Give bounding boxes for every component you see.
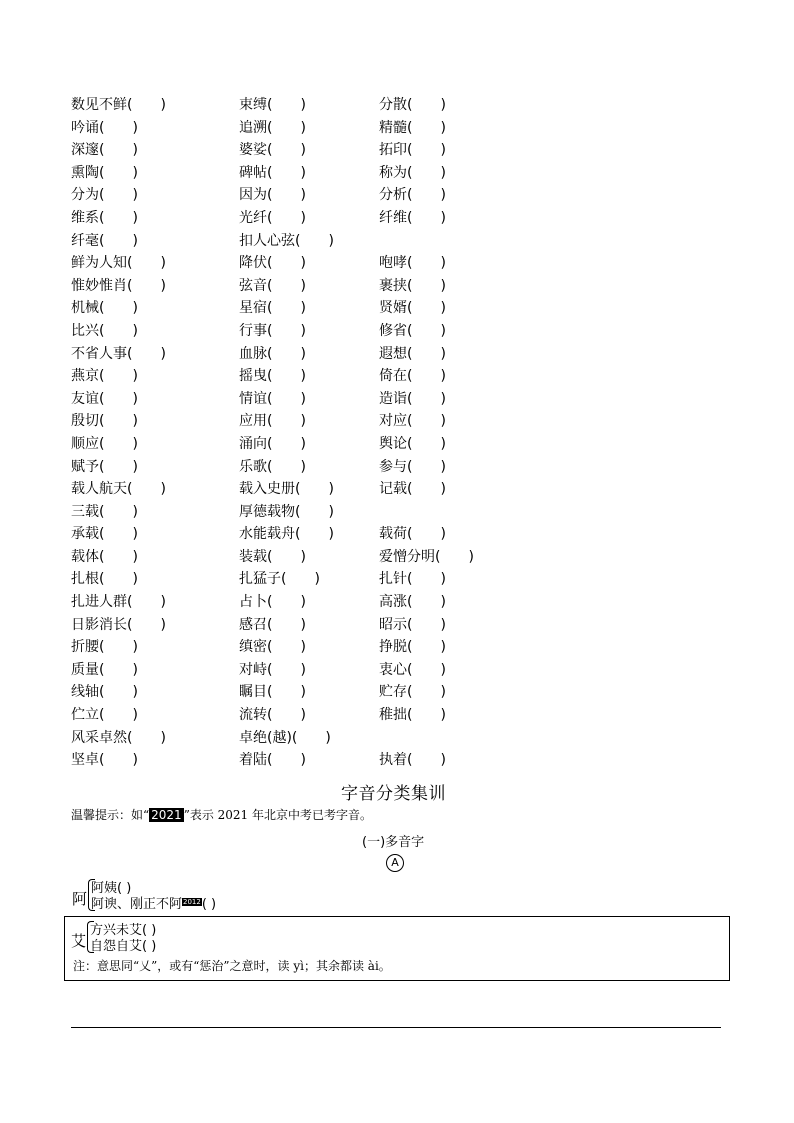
word-item: 纤维( ) xyxy=(379,209,446,226)
word-item: 光纤( ) xyxy=(239,209,306,226)
word-item: 乐歌( ) xyxy=(239,458,306,475)
word-item: 执着( ) xyxy=(379,752,446,769)
word-item: 流转( ) xyxy=(239,707,306,724)
section-title: 字音分类集训 xyxy=(341,784,446,804)
word-item: 扎猛子( ) xyxy=(239,571,320,588)
word-item: 占卜( ) xyxy=(239,594,306,611)
word-item: 分析( ) xyxy=(379,187,446,204)
word-row xyxy=(71,139,591,162)
word-item: 碑帖( ) xyxy=(239,164,306,181)
word-item: 贤婿( ) xyxy=(379,300,446,317)
word-row xyxy=(71,704,591,727)
word-item: 记载( ) xyxy=(379,481,446,498)
word-row xyxy=(71,591,591,614)
word-item: 咆哮( ) xyxy=(379,255,446,272)
word-item: 束缚( ) xyxy=(239,97,306,113)
word-item: 赋予( ) xyxy=(71,458,138,475)
word-item: 友谊( ) xyxy=(71,390,138,407)
group-a-line2-text: 阿谀、刚正不阿 xyxy=(91,897,183,912)
word-row xyxy=(71,456,591,479)
word-item: 水能载舟( ) xyxy=(239,526,334,543)
word-item: 舆论( ) xyxy=(379,435,446,452)
tip-text xyxy=(71,806,372,823)
word-item: 追溯( ) xyxy=(239,119,306,136)
word-item: 载人航天( ) xyxy=(71,481,166,498)
group-a-line2-blank: ( ) xyxy=(201,897,217,912)
word-item: 惟妙惟肖( ) xyxy=(71,277,166,294)
word-item: 殷切( ) xyxy=(71,413,138,430)
group-a-head: 阿 xyxy=(72,890,88,908)
word-item: 参与( ) xyxy=(379,458,446,475)
word-item: 情谊( ) xyxy=(239,390,306,407)
word-row xyxy=(71,681,591,704)
word-item: 风采卓然( ) xyxy=(71,729,166,746)
word-item: 对峙( ) xyxy=(239,661,306,678)
word-item: 昭示( ) xyxy=(379,616,446,633)
word-row xyxy=(71,162,591,185)
word-row xyxy=(71,275,591,298)
word-row xyxy=(71,252,591,275)
word-item: 称为( ) xyxy=(379,164,446,181)
word-row xyxy=(71,523,591,546)
word-item: 装载( ) xyxy=(239,548,306,565)
word-item: 顺应( ) xyxy=(71,435,138,452)
word-item: 扎根( ) xyxy=(71,571,138,588)
word-row xyxy=(71,478,591,501)
word-row xyxy=(71,320,591,343)
word-item: 弦音( ) xyxy=(239,277,306,294)
pronunciation-word-grid xyxy=(71,94,591,772)
word-item: 分散( ) xyxy=(379,97,446,113)
word-item: 婆娑( ) xyxy=(239,142,306,159)
group-ai-line2: 自怨自艾( ) xyxy=(90,939,157,954)
word-row xyxy=(71,117,591,140)
year-badge: 2021 xyxy=(151,808,182,822)
word-item: 坚卓( ) xyxy=(71,752,138,769)
word-item: 载体( ) xyxy=(71,548,138,565)
note-box xyxy=(64,916,730,981)
word-item: 吟诵( ) xyxy=(71,119,138,136)
word-item: 质量( ) xyxy=(71,661,138,678)
word-item: 载荷( ) xyxy=(379,526,446,543)
word-item: 涌向( ) xyxy=(239,435,306,452)
word-row xyxy=(71,343,591,366)
word-row xyxy=(71,636,591,659)
word-item: 日影消长( ) xyxy=(71,616,166,633)
note-text: 注：意思同“乂”，或有“惩治”之意时，读 yì；其余都读 ài。 xyxy=(73,959,391,973)
footer-divider xyxy=(71,1027,721,1028)
word-row xyxy=(71,230,591,253)
word-row xyxy=(71,207,591,230)
word-item: 降伏( ) xyxy=(239,255,306,272)
word-item: 行事( ) xyxy=(239,322,306,339)
word-item: 着陆( ) xyxy=(239,752,306,769)
word-item: 裹挟( ) xyxy=(379,277,446,294)
word-item: 机械( ) xyxy=(71,300,138,317)
word-item: 遐想( ) xyxy=(379,345,446,362)
tip-prefix: 温馨提示：如“ xyxy=(71,808,150,822)
word-item: 扣人心弦( ) xyxy=(239,232,334,249)
word-item: 血脉( ) xyxy=(239,345,306,362)
word-item: 因为( ) xyxy=(239,187,306,204)
word-item: 精髓( ) xyxy=(379,119,446,136)
word-item: 分为( ) xyxy=(71,187,138,204)
word-item: 伫立( ) xyxy=(71,707,138,724)
word-row xyxy=(71,388,591,411)
word-item: 缜密( ) xyxy=(239,639,306,656)
word-item: 比兴( ) xyxy=(71,322,138,339)
word-item: 瞩目( ) xyxy=(239,684,306,701)
word-item: 摇曳( ) xyxy=(239,368,306,385)
circled-letter: A xyxy=(386,854,404,872)
word-item: 稚拙( ) xyxy=(379,707,446,724)
word-item: 扎进人群( ) xyxy=(71,594,166,611)
word-item: 维系( ) xyxy=(71,209,138,226)
word-row xyxy=(71,546,591,569)
word-item: 深邃( ) xyxy=(71,142,138,159)
word-item: 纤毫( ) xyxy=(71,232,138,249)
word-item: 数见不鲜( ) xyxy=(71,97,166,113)
group-a-line1: 阿姨( ) xyxy=(91,881,132,896)
word-item: 衷心( ) xyxy=(379,661,446,678)
word-row xyxy=(71,365,591,388)
word-row xyxy=(71,727,591,750)
word-item: 厚德载物( ) xyxy=(239,503,334,520)
word-item: 扎针( ) xyxy=(379,571,446,588)
word-item: 不省人事( ) xyxy=(71,345,166,362)
word-item: 载入史册( ) xyxy=(239,481,334,498)
word-item: 应用( ) xyxy=(239,413,306,430)
word-item: 高涨( ) xyxy=(379,594,446,611)
word-item: 折腰( ) xyxy=(71,639,138,656)
word-item: 对应( ) xyxy=(379,413,446,430)
word-item: 熏陶( ) xyxy=(71,164,138,181)
word-item: 星宿( ) xyxy=(239,300,306,317)
word-item: 造诣( ) xyxy=(379,390,446,407)
group-a-line2 xyxy=(91,893,216,912)
word-item: 爱憎分明( ) xyxy=(379,548,474,565)
word-item: 挣脱( ) xyxy=(379,639,446,656)
subsection-title: (一)多音字 xyxy=(362,835,425,850)
word-row xyxy=(71,659,591,682)
group-ai-line1: 方兴未艾( ) xyxy=(90,923,157,938)
word-item: 线轴( ) xyxy=(71,684,138,701)
word-item: 倚在( ) xyxy=(379,368,446,385)
word-item: 修省( ) xyxy=(379,322,446,339)
word-row xyxy=(71,184,591,207)
word-row xyxy=(71,749,591,772)
word-row xyxy=(71,614,591,637)
word-row xyxy=(71,94,591,117)
tip-suffix: ”表示 2021 年北京中考已考字音。 xyxy=(183,808,372,822)
word-item: 拓印( ) xyxy=(379,142,446,159)
word-item: 贮存( ) xyxy=(379,684,446,701)
word-row xyxy=(71,410,591,433)
word-item: 三载( ) xyxy=(71,503,138,520)
word-item: 鲜为人知( ) xyxy=(71,255,166,272)
word-item: 承载( ) xyxy=(71,526,138,543)
word-item: 感召( ) xyxy=(239,616,306,633)
word-item: 卓绝(越)( ) xyxy=(239,729,331,746)
word-row xyxy=(71,433,591,456)
word-item: 燕京( ) xyxy=(71,368,138,385)
group-ai-head: 艾 xyxy=(71,932,87,950)
word-row xyxy=(71,297,591,320)
word-row xyxy=(71,501,591,524)
year-badge: 2012 xyxy=(183,898,201,906)
word-row xyxy=(71,568,591,591)
